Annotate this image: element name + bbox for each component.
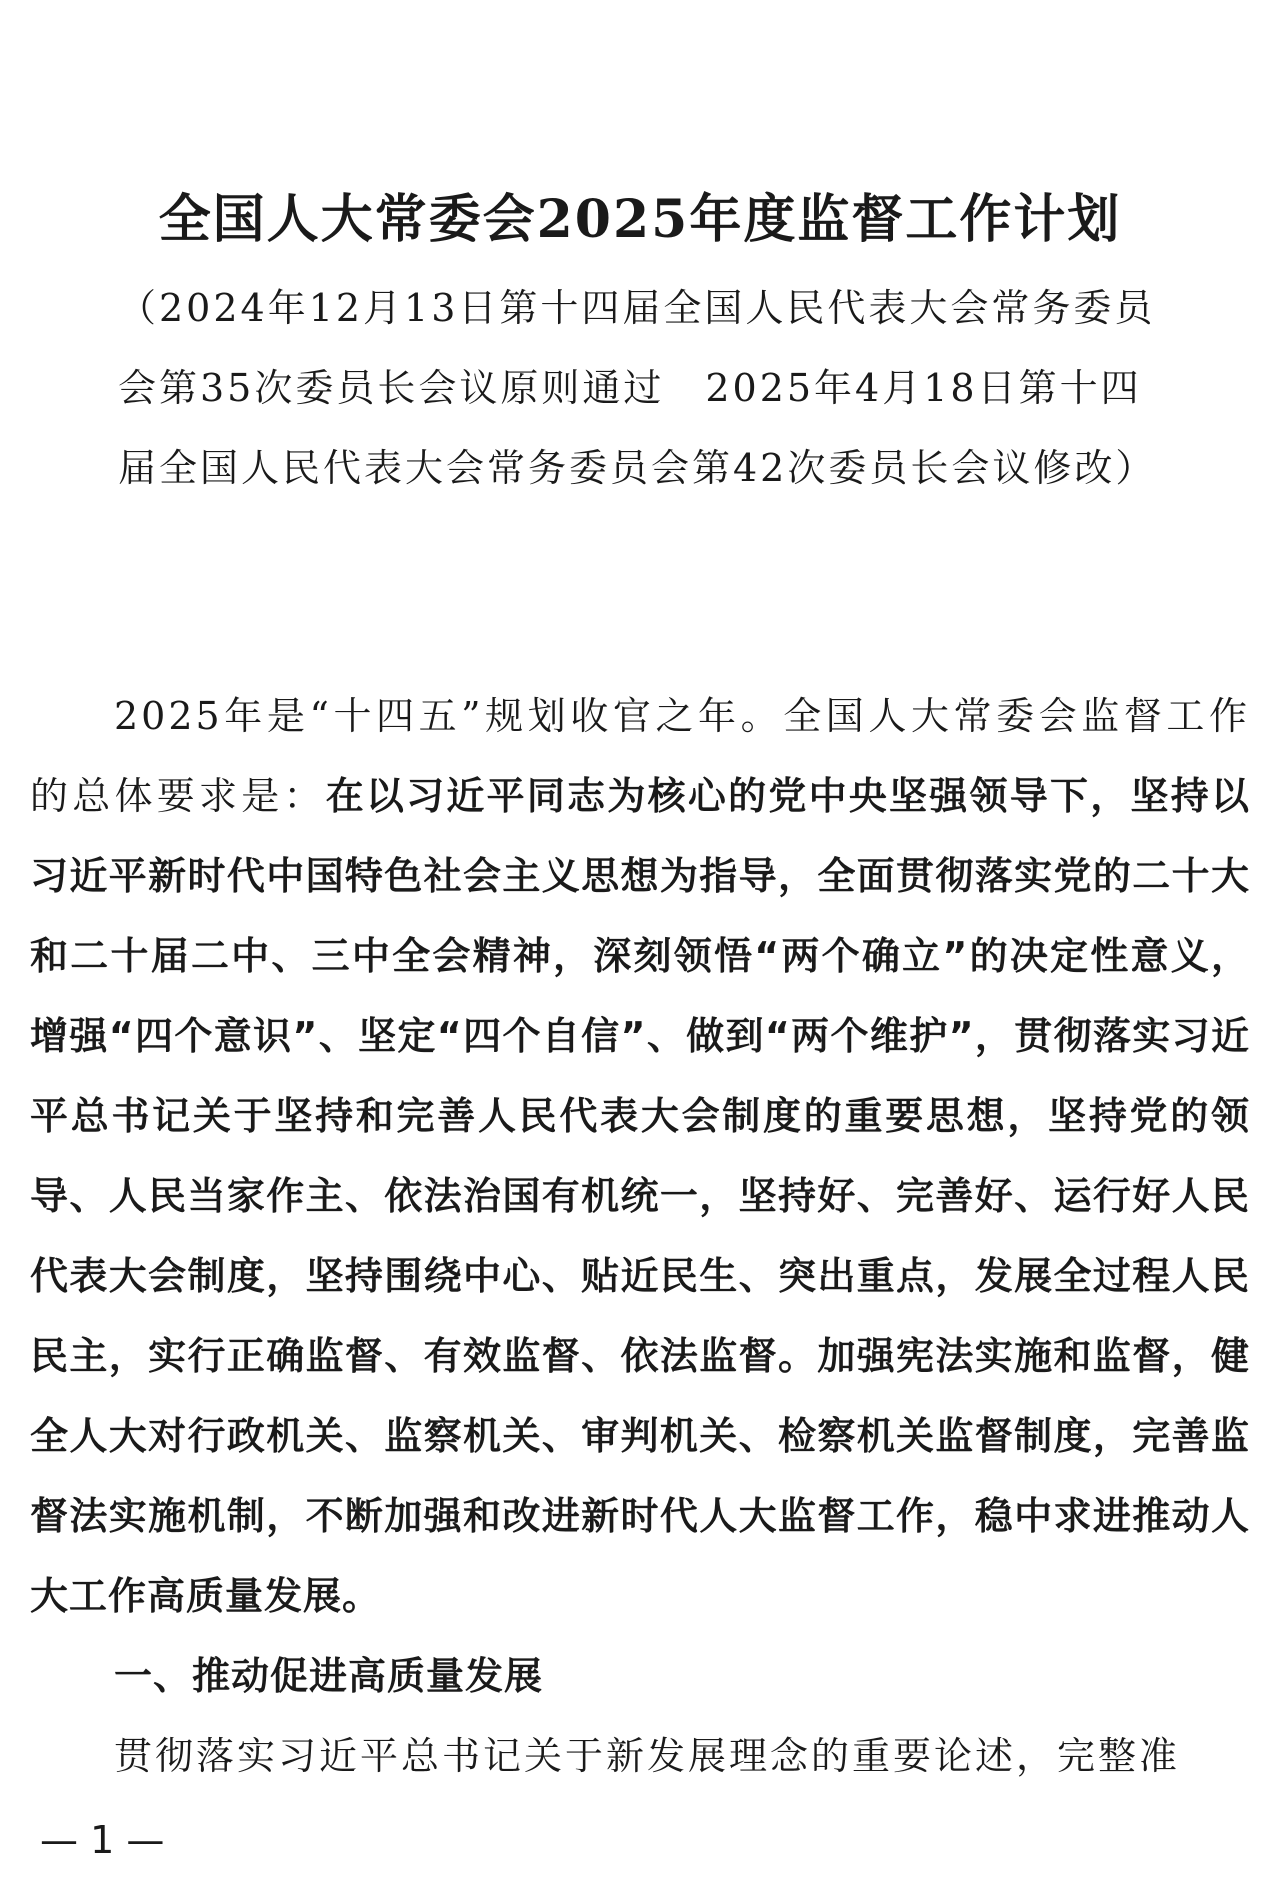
intro-lead: 2025年是“十四五”规划收官之年。全国人大常委会监督工作的总体要求是：: [30, 694, 1250, 818]
intro-emphasis: 在以习近平同志为核心的党中央坚强领导下，坚持以习近平新时代中国特色社会主义思想为指导，全面贯彻落实党的二十大和二十届二中、三中全会精神，深刻领悟“两个确立”的决定性意义，增强“四个意识”、坚定“四个自信”、做到“两个维护”，贯彻落实习近平总书记关于坚持和完善人民代表大会制度的重要思想，坚持党的领导、人民当家作主、依法治国有机统一，坚持好、完善好、运行好人民代表大会制度，坚持围绕中心、贴近民生、突出重点，发展全过程人民民主，实行正确监督、有效监督、依法监督。加强宪法实施和监督，健全人大对行政机关、监察机关、审判机关、检察机关监督制度，完善监督法实施机制，不断加强和改进新时代人大监督工作，稳中求进推动人大工作高质量发展。: [30, 774, 1250, 1618]
document-subtitle: （2024年12月13日第十四届全国人民代表大会常务委员会第35次委员长会议原则通过 2025年4月18日第十四届全国人民代表大会常务委员会第42次委员长会议修改）: [118, 286, 1157, 490]
intro-paragraph: [30, 676, 1250, 1636]
document-body: [30, 676, 1250, 1796]
section-1-heading: 一、推动促进高质量发展: [114, 1654, 544, 1698]
document-title: 全国人大常委会2025年度监督工作计划: [158, 189, 1122, 250]
page-number: — 1 —: [40, 1818, 165, 1862]
section-1-paragraph: 贯彻落实习近平总书记关于新发展理念的重要论述，完整准: [114, 1734, 1181, 1778]
